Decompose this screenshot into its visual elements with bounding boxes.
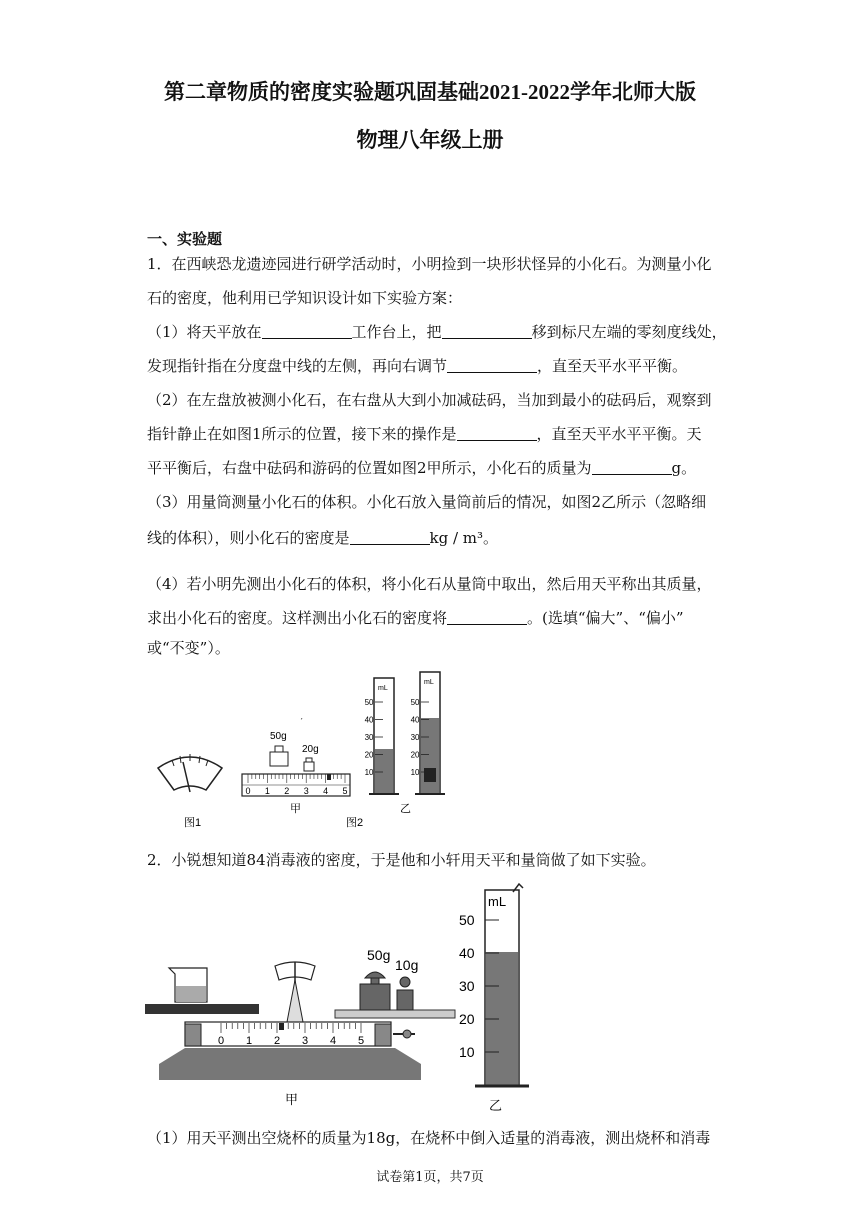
page-title-line2: 物理八年级上册 [356, 128, 504, 152]
fig-jia-label: 甲 [285, 1092, 299, 1107]
scale-tick-label: 0 [218, 1035, 225, 1047]
fig2-label: 图2 [346, 817, 364, 829]
cylinder-tick-label: 30 [364, 732, 374, 742]
weight-10g [395, 957, 418, 1010]
q1-line: 或“不变”）。 [147, 639, 230, 657]
cylinder-tick-label: 20 [459, 1011, 475, 1027]
rider [327, 774, 331, 780]
fig2-yi-label: 乙 [400, 803, 411, 815]
cylinder-tick-label: 50 [459, 912, 475, 928]
answer-blank [447, 610, 527, 625]
cylinder-tick-label: 10 [410, 767, 420, 777]
scale-tick-label: 5 [342, 786, 348, 796]
cylinder-tick-label: 30 [459, 978, 475, 994]
svg-text:10g: 10g [395, 957, 419, 973]
fossil-stone [424, 768, 436, 782]
beaker [169, 968, 207, 1002]
q1-line [147, 528, 498, 548]
q1-line: （2）在左盘放被测小化石，在右盘从大到小加减砝码，当加到最小的砝码后，观察到 [147, 391, 712, 409]
q1-text: 。(选填“偏大”、“偏小” [527, 609, 684, 627]
svg-text:50g: 50g [270, 731, 287, 742]
pointer-needle [183, 762, 190, 792]
scale-tick-label: 1 [264, 786, 270, 796]
section-title: 一、实验题 [147, 230, 223, 248]
q1-line [147, 356, 687, 376]
svg-text:mL: mL [424, 679, 434, 686]
scale-tick-label: 5 [358, 1035, 365, 1047]
scale-tick-label: 4 [323, 786, 329, 796]
q1-text: 求出小化石的密度。这样测出小化石的密度将 [147, 609, 448, 627]
svg-text:mL: mL [488, 894, 507, 909]
scale-tick-label: 4 [330, 1035, 337, 1047]
q1-text: 平平衡后，右盘中砝码和游码的位置如图2甲所示，小化石的质量为 [147, 459, 592, 477]
cylinder-tick-label: 10 [364, 767, 374, 777]
dial-figure [158, 754, 222, 792]
q1-text: 线的体积），则小化石的密度是 [147, 529, 350, 547]
cylinder-tick-label: 40 [364, 715, 374, 725]
q1-line: （3）用量筒测量小化石的体积。小化石放入量筒前后的情况，如图2乙所示（忽略细 [147, 493, 707, 511]
q1-line: （4）若小明先测出小化石的体积，将小化石从量筒中取出，然后用天平称出其质量， [147, 575, 712, 593]
cylinder-tick-label: 50 [410, 697, 420, 707]
cylinder-tick-label: 40 [410, 715, 420, 725]
svg-text:50g: 50g [367, 947, 391, 963]
scale-tick-label: 1 [246, 1035, 253, 1047]
page-title-line1: 第二章物质的密度实验题巩固基础2021-2022学年北师大版 [164, 80, 696, 104]
q1-line: 1．在西峡恐龙遗迹园进行研学活动时，小明捡到一块形状怪异的小化石。为测量小化 [147, 255, 712, 273]
cylinder-before [365, 678, 399, 794]
q1-text: 发现指针指在分度盘中线的左侧，再向右调节 [147, 357, 448, 375]
page-footer: 试卷第1页，共7页 [376, 1170, 484, 1185]
fig-yi-label: 乙 [489, 1098, 503, 1113]
cylinder-tick-label: 30 [410, 732, 420, 742]
fig2-jia-label: 甲 [290, 803, 301, 815]
rider [279, 1023, 284, 1030]
q1-text: 移到标尺左端的零刻度线处， [531, 323, 727, 341]
svg-text:20g: 20g [302, 744, 319, 755]
q2-line: 2．小锐想知道84消毒液的密度，于是他和小轩用天平和量筒做了如下实验。 [147, 851, 656, 869]
cylinder-after [411, 672, 445, 794]
right-pan [335, 1010, 455, 1018]
weight-20g [302, 744, 319, 771]
scale-tick-label: 3 [302, 1035, 309, 1047]
left-pan [145, 1004, 259, 1014]
balance-base [159, 1048, 421, 1080]
answer-blank [457, 426, 537, 441]
ruler-scale [242, 774, 350, 796]
q2-figure [145, 882, 565, 1118]
q1-line [147, 608, 684, 628]
answer-blank [447, 358, 537, 373]
q1-line [147, 322, 727, 342]
graduated-cylinder [459, 884, 529, 1086]
q1-line: 石的密度，他利用已学知识设计如下实验方案： [147, 289, 463, 307]
scale-tick-label: 0 [245, 786, 251, 796]
cylinder-tick-label: 10 [459, 1044, 475, 1060]
fig1-label: 图1 [184, 817, 202, 829]
weight-50g [360, 947, 390, 1010]
weight-50g [270, 731, 288, 766]
q1-figure [150, 668, 460, 838]
q1-text: 工作台上，把 [351, 323, 442, 341]
answer-blank [350, 530, 430, 545]
svg-text:ˊ: ˊ [300, 717, 303, 727]
scale-tick-label: 2 [284, 786, 290, 796]
scale-tick-label: 3 [303, 786, 309, 796]
answer-blank [442, 324, 532, 339]
answer-blank [592, 460, 672, 475]
cylinder-tick-label: 20 [364, 750, 374, 760]
q1-text: kg / m³。 [429, 529, 499, 547]
scale-tick-label: 2 [274, 1035, 281, 1047]
svg-text:mL: mL [378, 685, 388, 692]
pointer-dial [275, 962, 315, 1022]
cylinder-tick-label: 50 [364, 697, 374, 707]
cylinder-tick-label: 20 [410, 750, 420, 760]
q1-text: （1）将天平放在 [147, 323, 262, 341]
answer-blank [262, 324, 352, 339]
q1-text: ，直至天平水平平衡。天 [536, 425, 702, 443]
q1-line [147, 458, 696, 478]
balance-beam [185, 1022, 415, 1047]
cylinder-tick-label: 40 [459, 945, 475, 961]
q2-line: （1）用天平测出空烧杯的质量为18g，在烧杯中倒入适量的消毒液，测出烧杯和消毒 [147, 1129, 711, 1147]
q1-text: ，直至天平水平平衡。 [537, 357, 688, 375]
q1-text: g。 [671, 459, 697, 477]
q1-line [147, 424, 702, 444]
q1-text: 指针静止在如图1所示的位置，接下来的操作是 [147, 425, 457, 443]
